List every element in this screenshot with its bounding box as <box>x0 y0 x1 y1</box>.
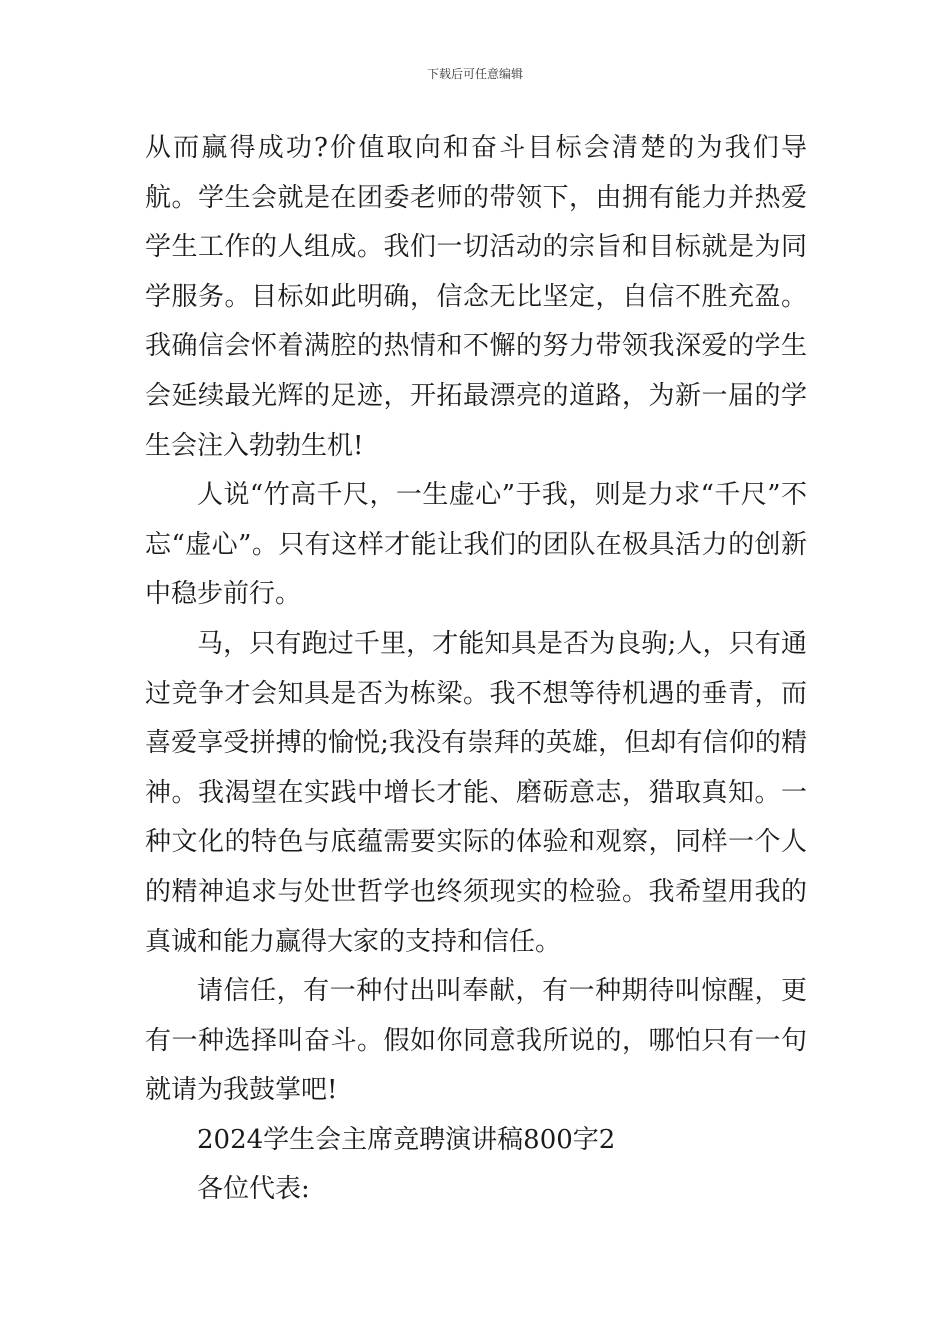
paragraph-trust: 请信任，有一种付出叫奉献，有一种期待叫惊醒，更有一种选择叫奋斗。假如你同意我所说的，哪怕只有一句就请为我鼓掌吧! <box>145 976 807 1106</box>
paragraph-bamboo: 人说“竹高千尺，一生虚心”于我，则是力求“千尺”不忘“虚心”。只有这样才能让我们的团队在极具活力的创新中稳步前行。 <box>145 480 807 610</box>
section-title: 2024学生会主席竞聘演讲稿800字2 <box>197 1124 616 1155</box>
header-note: 下载后可任意编辑 <box>426 67 523 81</box>
paragraph-continuation: 从而赢得成功?价值取向和奋斗目标会清楚的为我们导航。学生会就是在团委老师的带领下，由拥有能力并热爱学生工作的人组成。我们一切活动的宗旨和目标就是为同学服务。目标如此明确，信念无比坚定，自信不胜充盈。我确信会怀着满腔的热情和不懈的努力带领我深爱的学生会延续最光辉的足迹，开拓最漂亮的道路，为新一届的学生会注入勃勃生机! <box>145 133 807 461</box>
document-body <box>145 124 807 1215</box>
salutation: 各位代表: <box>197 1174 310 1205</box>
paragraph-horse: 马，只有跑过千里，才能知具是否为良驹;人，只有通过竞争才会知具是否为栋梁。我不想等待机遇的垂青，而喜爱享受拼搏的愉悦;我没有崇拜的英雄，但却有信仰的精神。我渴望在实践中增长才能、磨砺意志，猎取真知。一种文化的特色与底蕴需要实际的体验和观察，同样一个人的精神追求与处世哲学也终须现实的检验。我希望用我的真诚和能力赢得大家的支持和信任。 <box>145 628 807 957</box>
